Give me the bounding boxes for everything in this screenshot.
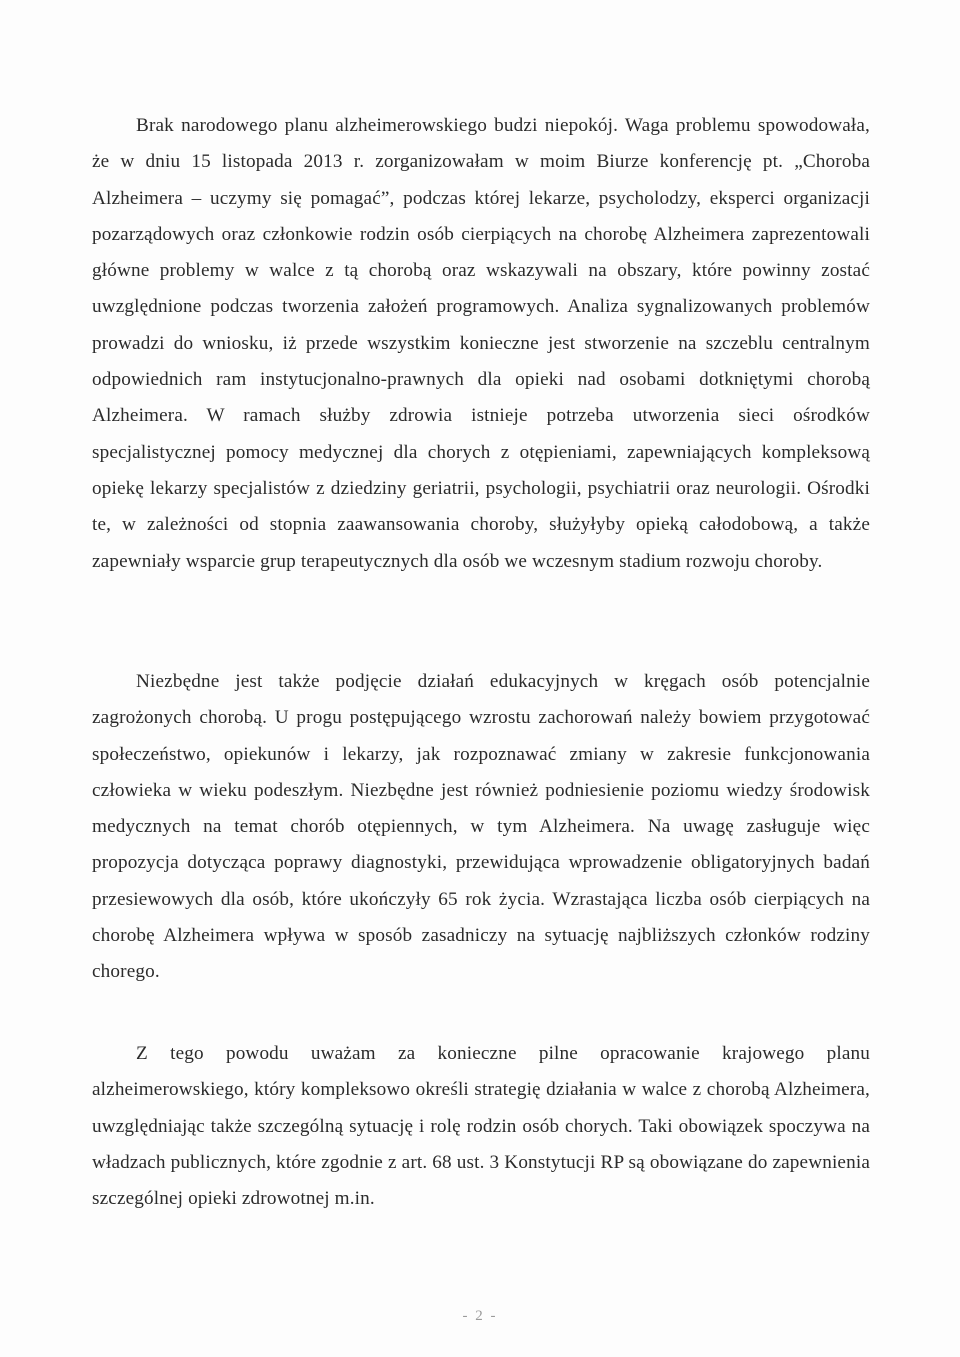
paragraph-block-3 bbox=[92, 1036, 870, 1217]
paragraph: Brak narodowego planu alzheimerowskiego budzi niepokój. Waga problemu spowodowała, że w dniu 15 listopada 2013 r. zorganizowałam w moim Biurze konferencję pt. „Choroba Alzheimera – uczymy się pomagać”, podczas której lekarze, psycholodzy, eksperci organizacji pozarządowych oraz członkowie rodzin osób cierpiących na chorobę Alzheimera zaprezentowali główne problemy w walce z tą chorobą oraz wskazywali na obszary, które powinny zostać uwzględnione podczas tworzenia założeń programowych. Analiza sygnalizowanych problemów prowadzi do wniosku, iż przede wszystkim konieczne jest stworzenie na szczeblu centralnym odpowiednich ram instytucjonalno-prawnych dla opieki nad osobami dotkniętymi chorobą Alzheimera. W ramach służby zdrowia istnieje potrzeba utworzenia sieci ośrodków specjalistycznej pomocy medycznej dla chorych z otępieniami, zapewniających kompleksową opiekę lekarzy specjalistów z dziedziny geriatrii, psychologii, psychiatrii oraz neurologii. Ośrodki te, w zależności od stopnia zaawansowania choroby, służyłyby opieką całodobową, a także zapewniały wsparcie grup terapeutycznych dla osób we wczesnym stadium rozwoju choroby. bbox=[92, 115, 870, 572]
paragraph: Z tego powodu uważam za konieczne pilne opracowanie krajowego planu alzheimerowskiego, który kompleksowo określi strategię działania w walce z chorobą Alzheimera, uwzględniając także szczególną sytuację i rolę rodzin osób chorych. Taki obowiązek spoczywa na władzach publicznych, które zgodnie z art. 68 ust. 3 Konstytucji RP są obowiązane do zapewnienia szczególnej opieki zdrowotnej m.in. bbox=[92, 1043, 870, 1210]
page-number: - 2 - bbox=[462, 1308, 498, 1324]
paragraph-block-2 bbox=[92, 664, 870, 991]
paragraph: Niezbędne jest także podjęcie działań edukacyjnych w kręgach osób potencjalnie zagrożonych chorobą. U progu postępującego wzrostu zachorowań należy bowiem przygotować społeczeństwo, opiekunów i lekarzy, jak rozpoznawać zmiany w zakresie funkcjonowania człowieka w wieku podeszłym. Niezbędne jest również podniesienie poziomu wiedzy środowisk medycznych na temat chorób otępiennych, w tym Alzheimera. Na uwagę zasługuje więc propozycja dotycząca poprawy diagnostyki, przewidująca wprowadzenie obligatoryjnych badań przesiewowych dla osób, które ukończyły 65 rok życia. Wzrastająca liczba osób cierpiących na chorobę Alzheimera wpływa w sposób zasadniczy na sytuację najbliższych członków rodziny chorego. bbox=[92, 671, 870, 983]
paragraph-block-1 bbox=[92, 108, 870, 580]
